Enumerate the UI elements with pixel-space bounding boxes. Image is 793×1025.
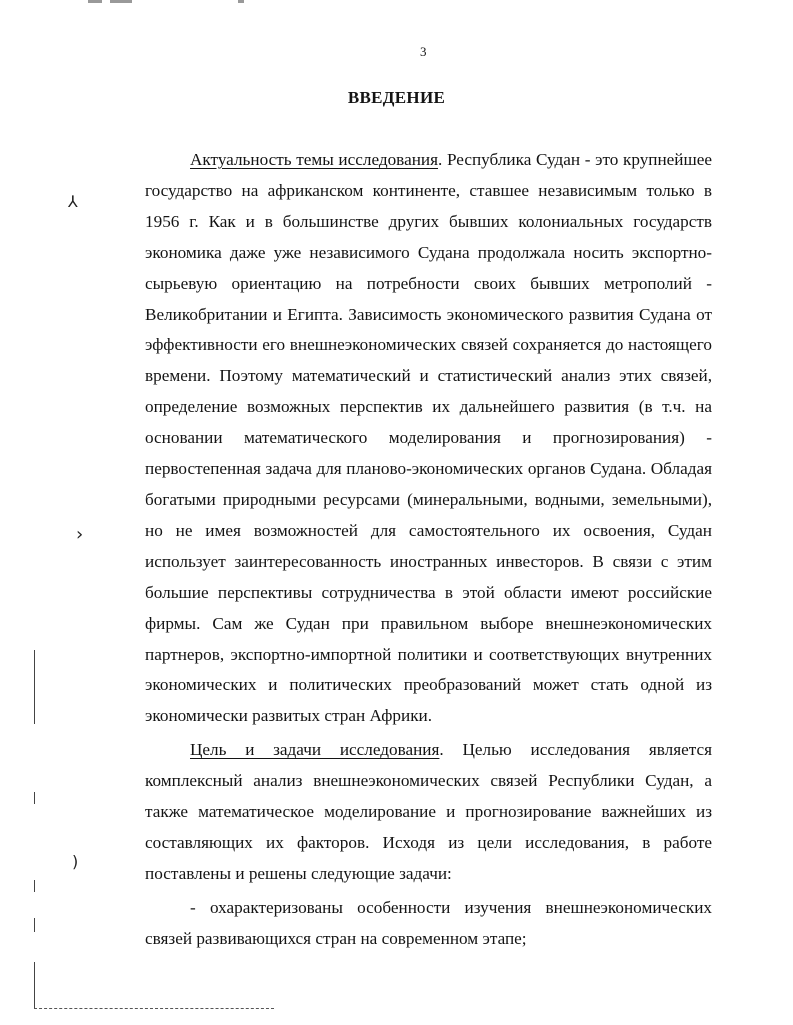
margin-mark: ) bbox=[72, 852, 79, 871]
paragraph-goals bbox=[145, 735, 712, 890]
paragraph-relevance-text: . Республика Судан - это крупнейшее государство на африканском континенте, ставшее независимым только в 1956 г. Как и в большинстве других бывших колониальных государств экономика даже уже независимого Судана продолжала носить экспортно-сырьевую ориентацию на потребности своих бывших метрополий - Великобритании и Египта. Зависимость экономического развития Судана от эффективности его внешнеэкономических связей сохраняется до настоящего времени. Поэтому математический и статистический анализ этих связей, определение возможных перспектив их дальнейшего развития (в т.ч. на основании математического моделирования и прогнозирования) - первостепенная задача для планово-экономических органов Судана. Обладая богатыми природными ресурсами (минеральными, водными, земельными), но не имея возможностей для самостоятельного их освоения, Судан использует заинтересованность иностранных инвесторов. В связи с этим большие перспективы сотрудничества в этой области имеют российские фирмы. Сам же Судан при правильном выборе внешнеэкономических партнеров, экспортно-импортной политики и соответствующих внутренних экономических и политических преобразований может стать одной из экономически развитых стран Африки. bbox=[145, 150, 712, 726]
margin-mark: › bbox=[76, 524, 84, 545]
section-title-goals: Цель и задачи исследования bbox=[190, 740, 440, 760]
scan-artifact bbox=[88, 0, 102, 3]
scan-artifact bbox=[34, 1008, 274, 1009]
body-text bbox=[145, 145, 712, 955]
paragraph-relevance bbox=[145, 145, 712, 732]
margin-line bbox=[34, 918, 35, 932]
margin-line bbox=[34, 792, 35, 804]
page-number: 3 bbox=[420, 44, 427, 59]
margin-mark: ⅄ bbox=[68, 192, 78, 211]
scan-artifact bbox=[238, 0, 244, 3]
scan-artifact bbox=[110, 0, 132, 3]
page-title: ВВЕДЕНИЕ bbox=[347, 88, 446, 107]
list-item: - охарактеризованы особенности изучения внешнеэкономических связей развивающихся стран на современном этапе; bbox=[145, 897, 712, 948]
paragraph-goals-text: . Целью исследования является комплексный анализ внешнеэкономических связей Республики Судан, а также математическое моделирование и прогнозирование важнейших из составляющих их факторов. Исходя из цели исследования, в работе поставлены и решены следующие задачи: bbox=[145, 740, 712, 883]
margin-line bbox=[34, 880, 35, 892]
margin-line bbox=[34, 962, 35, 1008]
section-title-relevance: Актуальность темы исследования bbox=[190, 150, 439, 169]
margin-line bbox=[34, 650, 35, 724]
